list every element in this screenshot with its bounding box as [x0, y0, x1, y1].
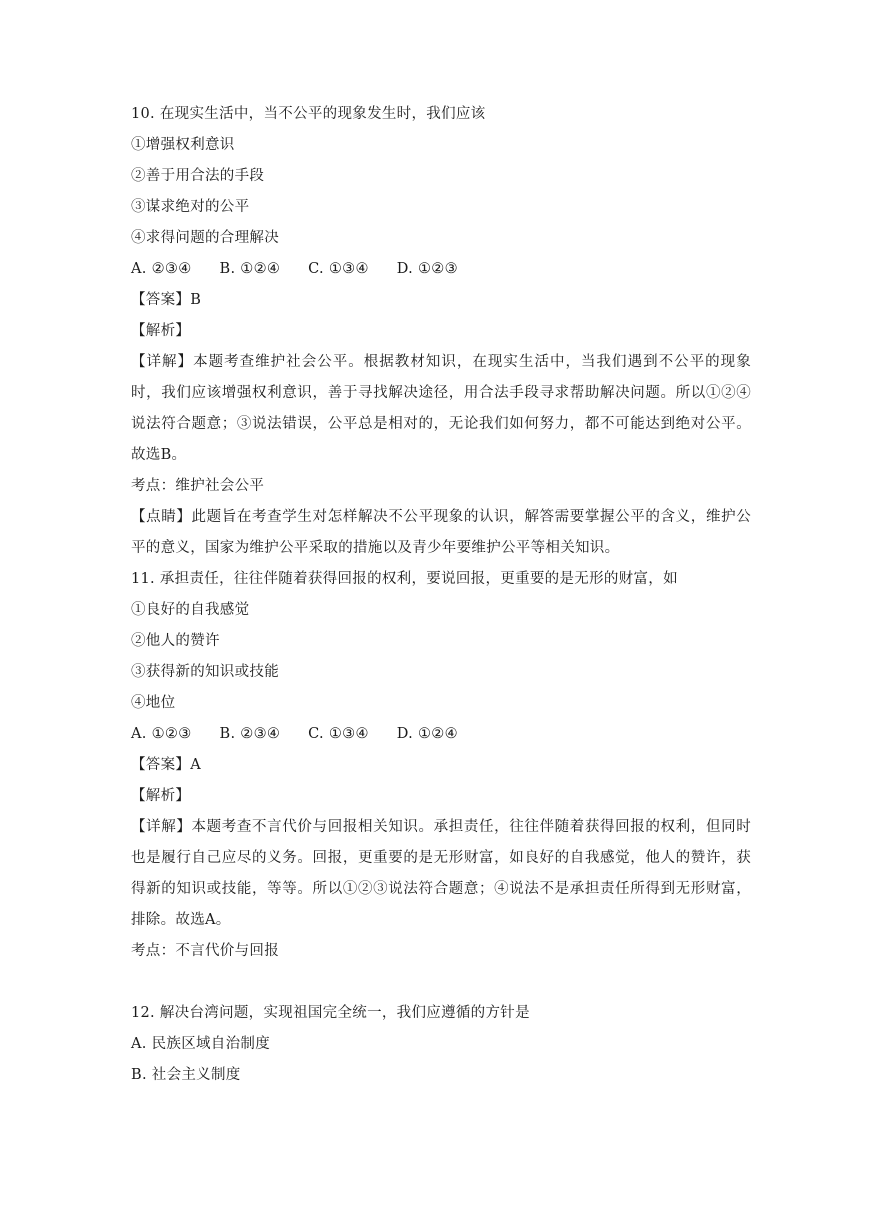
q12-option-a: A. 民族区域自治制度 [131, 1036, 270, 1052]
q10-analysis-label: 【解析】 [131, 323, 191, 339]
q11-option-c: C. ①③④ [308, 726, 369, 742]
q10-item-1: ①增强权利意识 [131, 137, 235, 153]
q11-item-1: ①良好的自我感觉 [131, 602, 250, 618]
q11-kaodian: 考点：不言代价与回报 [131, 943, 279, 959]
section-gap [131, 967, 751, 998]
q11-detail: 【详解】本题考查不言代价与回报相关知识。承担责任，往往伴随着获得回报的权利，但同时也是履行自己应尽的义务。回报，更重要的是无形财富，如良好的自我感觉，他人的赞许，获得新的知识或技能，等等。所以①②③说法符合题意；④说法不是承担责任所得到无形财富，排除。故选A。 [131, 819, 751, 928]
q11-options [131, 719, 751, 750]
q11-item-3: ③获得新的知识或技能 [131, 664, 279, 680]
q10-answer: 【答案】B [131, 292, 202, 308]
q10-item-3: ③谋求绝对的公平 [131, 199, 250, 215]
q10-item-2: ②善于用合法的手段 [131, 168, 265, 184]
q10-detail: 【详解】本题考查维护社会公平。根据教材知识，在现实生活中，当我们遇到不公平的现象时，我们应该增强权利意识，善于寻找解决途径，用合法手段寻求帮助解决问题。所以①②④说法符合题意；③说法错误，公平总是相对的，无论我们如何努力，都不可能达到绝对公平。故选B。 [131, 354, 751, 463]
q11-item-4: ④地位 [131, 695, 176, 711]
q10-stem: 10. 在现实生活中，当不公平的现象发生时，我们应该 [131, 106, 486, 122]
document-page [131, 99, 751, 1091]
q10-dianjing: 【点睛】此题旨在考查学生对怎样解决不公平现象的认识，解答需要掌握公平的含义，维护公平的意义，国家为维护公平采取的措施以及青少年要维护公平等相关知识。 [131, 509, 751, 556]
q11-answer: 【答案】A [131, 757, 201, 773]
q10-item-4: ④求得问题的合理解决 [131, 230, 279, 246]
q10-option-d: D. ①②③ [396, 261, 458, 277]
q10-option-b: B. ①②④ [219, 261, 281, 277]
q11-item-2: ②他人的赞许 [131, 633, 220, 649]
q11-option-a: A. ①②③ [131, 726, 192, 742]
q10-option-c: C. ①③④ [308, 261, 369, 277]
q11-option-d: D. ①②④ [396, 726, 458, 742]
q12-stem: 12. 解决台湾问题，实现祖国完全统一，我们应遵循的方针是 [131, 1005, 530, 1021]
q11-option-b: B. ②③④ [219, 726, 281, 742]
q11-stem: 11. 承担责任，往往伴随着获得回报的权利，要说回报，更重要的是无形的财富，如 [131, 571, 678, 587]
q12-option-b: B. 社会主义制度 [131, 1067, 241, 1083]
q11-analysis-label: 【解析】 [131, 788, 191, 804]
q10-options [131, 254, 751, 285]
q10-kaodian: 考点：维护社会公平 [131, 478, 265, 494]
q10-option-a: A. ②③④ [131, 261, 192, 277]
